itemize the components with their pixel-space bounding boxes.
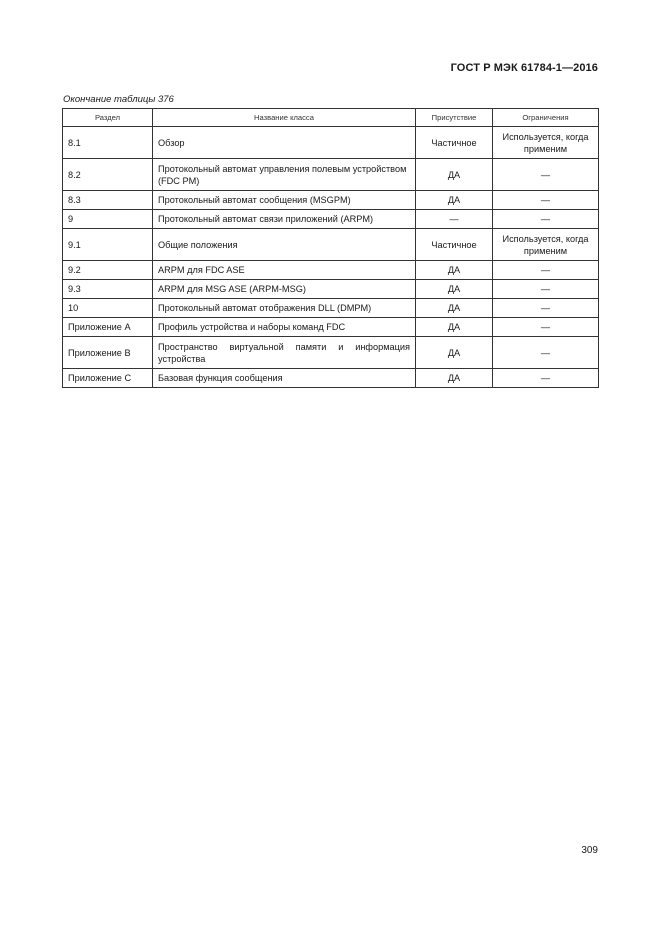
cell-restriction: — (493, 369, 599, 388)
table-row (63, 318, 599, 337)
cell-section: 9.2 (63, 261, 153, 280)
table-row (63, 299, 599, 318)
cell-class-name: Базовая функция сообщения (153, 369, 416, 388)
cell-restriction: — (493, 337, 599, 369)
cell-class-name: Общие положения (153, 229, 416, 261)
table-row (63, 369, 599, 388)
table-row (63, 280, 599, 299)
cell-class-name: Профиль устройства и наборы команд FDC (153, 318, 416, 337)
cell-restriction: — (493, 299, 599, 318)
column-header-presence: Присутствие (416, 109, 493, 127)
cell-presence: ДА (416, 159, 493, 191)
cell-restriction: — (493, 318, 599, 337)
table-row (63, 191, 599, 210)
table-caption: Окончание таблицы 376 (63, 94, 174, 105)
table-row (63, 337, 599, 369)
cell-restriction: — (493, 280, 599, 299)
cell-class-name: Пространство виртуальной памяти и информация устройства (153, 337, 416, 369)
cell-restriction: — (493, 210, 599, 229)
cell-section: 9.1 (63, 229, 153, 261)
cell-section: Приложение A (63, 318, 153, 337)
cell-class-name: Обзор (153, 127, 416, 159)
cell-presence: ДА (416, 299, 493, 318)
cell-class-name: Протокольный автомат связи приложений (ARPM) (153, 210, 416, 229)
table-header-row (63, 109, 599, 127)
cell-restriction: — (493, 159, 599, 191)
cell-presence: ДА (416, 318, 493, 337)
table-row (63, 261, 599, 280)
cell-presence: ДА (416, 280, 493, 299)
cell-presence: ДА (416, 337, 493, 369)
column-header-section: Раздел (63, 109, 153, 127)
cell-restriction: — (493, 191, 599, 210)
cell-class-name: Протокольный автомат сообщения (MSGPM) (153, 191, 416, 210)
cell-section: 9.3 (63, 280, 153, 299)
cell-section: 9 (63, 210, 153, 229)
table-row (63, 127, 599, 159)
column-header-class-name: Название класса (153, 109, 416, 127)
cell-restriction: Используется, когда применим (493, 229, 599, 261)
cell-section: 8.1 (63, 127, 153, 159)
cell-section: 8.3 (63, 191, 153, 210)
table-row (63, 159, 599, 191)
column-header-restrictions: Ограничения (493, 109, 599, 127)
cell-presence: ДА (416, 191, 493, 210)
cell-presence: Частичное (416, 127, 493, 159)
cell-presence: Частичное (416, 229, 493, 261)
cell-section: 10 (63, 299, 153, 318)
cell-class-name: Протокольный автомат отображения DLL (DMPM) (153, 299, 416, 318)
cell-presence: ДА (416, 369, 493, 388)
class-presence-table (62, 108, 599, 388)
table-row (63, 210, 599, 229)
cell-restriction: Используется, когда применим (493, 127, 599, 159)
cell-section: Приложение B (63, 337, 153, 369)
cell-section: 8.2 (63, 159, 153, 191)
cell-class-name: Протокольный автомат управления полевым устройством (FDC PM) (153, 159, 416, 191)
cell-restriction: — (493, 261, 599, 280)
cell-presence: — (416, 210, 493, 229)
standard-designation: ГОСТ Р МЭК 61784-1—2016 (450, 62, 598, 74)
cell-class-name: ARPM для MSG ASE (ARPM-MSG) (153, 280, 416, 299)
page-number: 309 (581, 845, 598, 856)
cell-class-name: ARPM для FDC ASE (153, 261, 416, 280)
cell-section: Приложение C (63, 369, 153, 388)
table-row (63, 229, 599, 261)
cell-presence: ДА (416, 261, 493, 280)
